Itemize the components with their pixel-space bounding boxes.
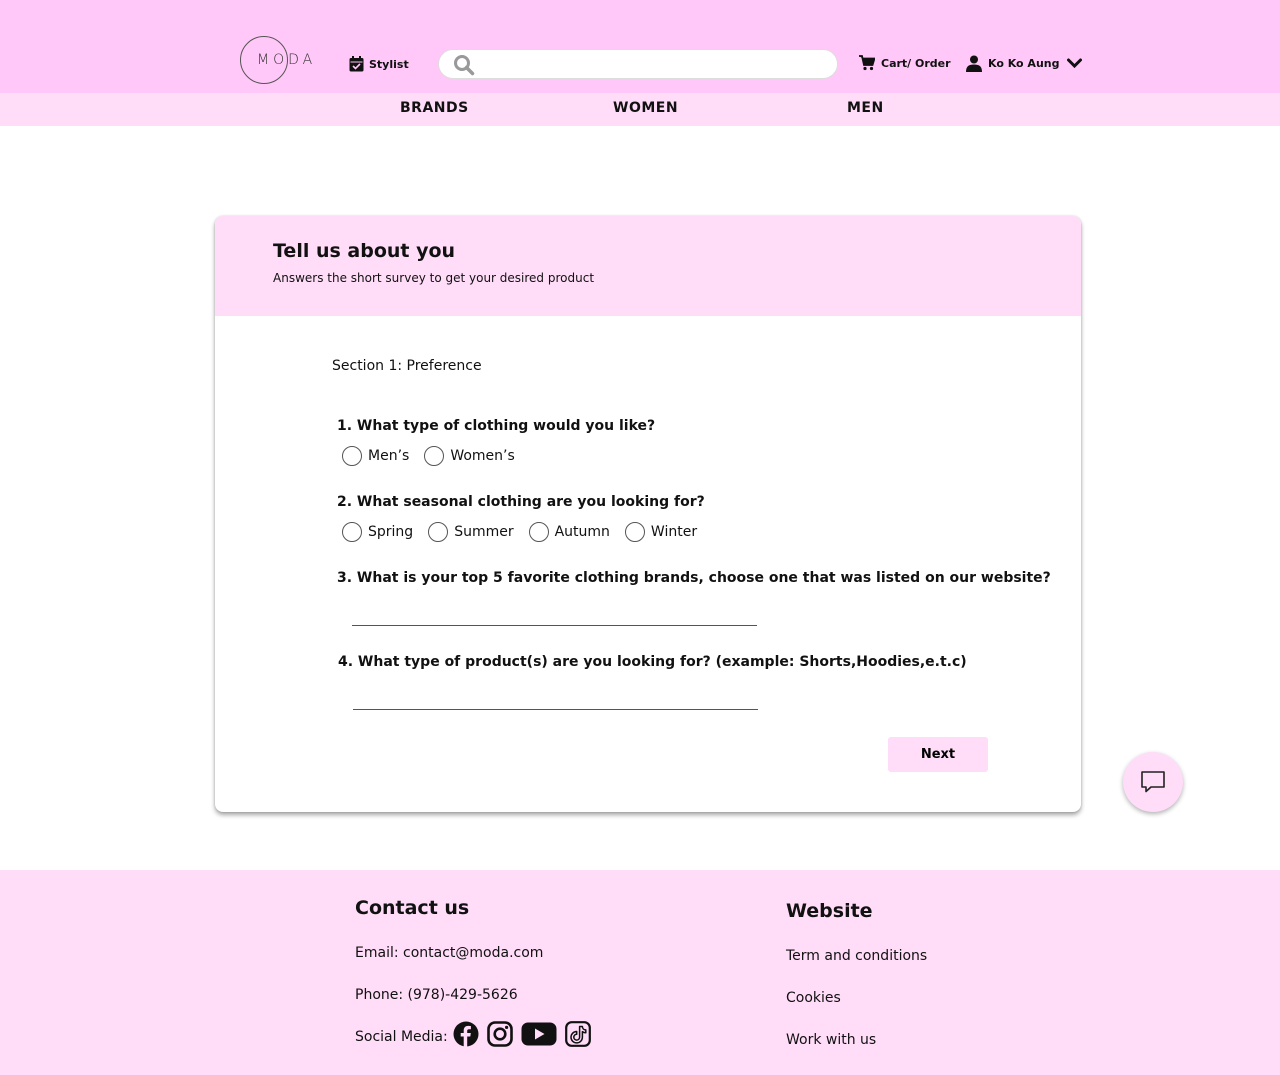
logo-text[interactable]: MODA xyxy=(257,52,317,68)
link-cookies[interactable]: Cookies xyxy=(786,990,841,1006)
question-1: 1. What type of clothing would you like? xyxy=(337,418,656,434)
tiktok-icon[interactable] xyxy=(565,1021,591,1047)
question-2-options xyxy=(342,522,712,542)
question-4: 4. What type of product(s) are you looking for? (example: Shorts,Hoodies,e.t.c) xyxy=(338,654,967,670)
radio-mens[interactable] xyxy=(342,446,362,466)
cart-order-button[interactable] xyxy=(859,55,951,71)
cart-icon xyxy=(859,55,875,71)
stylist-label: Stylist xyxy=(369,57,409,71)
survey-title: Tell us about you xyxy=(273,240,456,262)
user-menu[interactable] xyxy=(966,55,1082,72)
option-womens[interactable] xyxy=(424,446,514,466)
question-3: 3. What is your top 5 favorite clothing brands, choose one that was listed on our website? xyxy=(337,570,1051,586)
search-input[interactable] xyxy=(483,54,823,76)
radio-winter[interactable] xyxy=(625,522,645,542)
header xyxy=(0,0,1280,93)
option-label: Men’s xyxy=(368,448,410,464)
nav-item-women[interactable]: WOMEN xyxy=(613,100,679,116)
user-icon xyxy=(966,55,982,72)
youtube-icon[interactable] xyxy=(521,1021,557,1047)
contact-phone: Phone: (978)-429-5626 xyxy=(355,987,518,1003)
calendar-check-icon xyxy=(349,56,364,72)
survey-subtitle: Answers the short survey to get your desired product xyxy=(273,271,595,285)
chat-button[interactable] xyxy=(1123,752,1183,812)
cart-label: Cart/ Order xyxy=(881,56,951,70)
chevron-down-icon[interactable] xyxy=(1067,58,1082,69)
option-label: Summer xyxy=(454,524,514,540)
search-bar[interactable] xyxy=(438,49,838,79)
link-terms[interactable]: Term and conditions xyxy=(786,948,928,964)
option-mens[interactable] xyxy=(342,446,409,466)
social-icons xyxy=(453,1021,591,1047)
contact-email: Email: contact@moda.com xyxy=(355,945,544,961)
link-work-with-us[interactable]: Work with us xyxy=(786,1032,877,1048)
chat-icon xyxy=(1140,770,1166,794)
question-1-options xyxy=(342,446,530,466)
question-2: 2. What seasonal clothing are you looking for? xyxy=(337,494,705,510)
user-name: Ko Ko Aung xyxy=(988,57,1060,70)
radio-summer[interactable] xyxy=(428,522,448,542)
survey-card xyxy=(215,216,1081,812)
category-nav xyxy=(0,93,1280,126)
option-label: Spring xyxy=(368,524,414,540)
option-label: Autumn xyxy=(554,524,610,540)
website-title: Website xyxy=(786,900,873,922)
nav-item-brands[interactable]: BRANDS xyxy=(400,100,469,116)
next-button[interactable]: Next xyxy=(888,737,988,772)
favorite-brands-input[interactable] xyxy=(352,602,757,626)
nav-item-men[interactable]: MEN xyxy=(847,100,884,116)
option-label: Winter xyxy=(650,524,698,540)
option-autumn[interactable] xyxy=(529,522,610,542)
option-spring[interactable] xyxy=(342,522,413,542)
instagram-icon[interactable] xyxy=(487,1021,513,1047)
facebook-icon[interactable] xyxy=(453,1021,479,1047)
option-summer[interactable] xyxy=(428,522,513,542)
social-label: Social Media: xyxy=(355,1029,448,1045)
survey-header xyxy=(215,216,1081,316)
stylist-button[interactable] xyxy=(349,56,409,72)
search-icon[interactable] xyxy=(453,54,475,76)
radio-spring[interactable] xyxy=(342,522,362,542)
section-title: Section 1: Preference xyxy=(332,358,482,374)
radio-autumn[interactable] xyxy=(529,522,549,542)
option-winter[interactable] xyxy=(625,522,697,542)
contact-title: Contact us xyxy=(355,897,470,919)
footer xyxy=(0,870,1280,1075)
radio-womens[interactable] xyxy=(424,446,444,466)
option-label: Women’s xyxy=(450,448,515,464)
product-type-input[interactable] xyxy=(353,686,758,710)
